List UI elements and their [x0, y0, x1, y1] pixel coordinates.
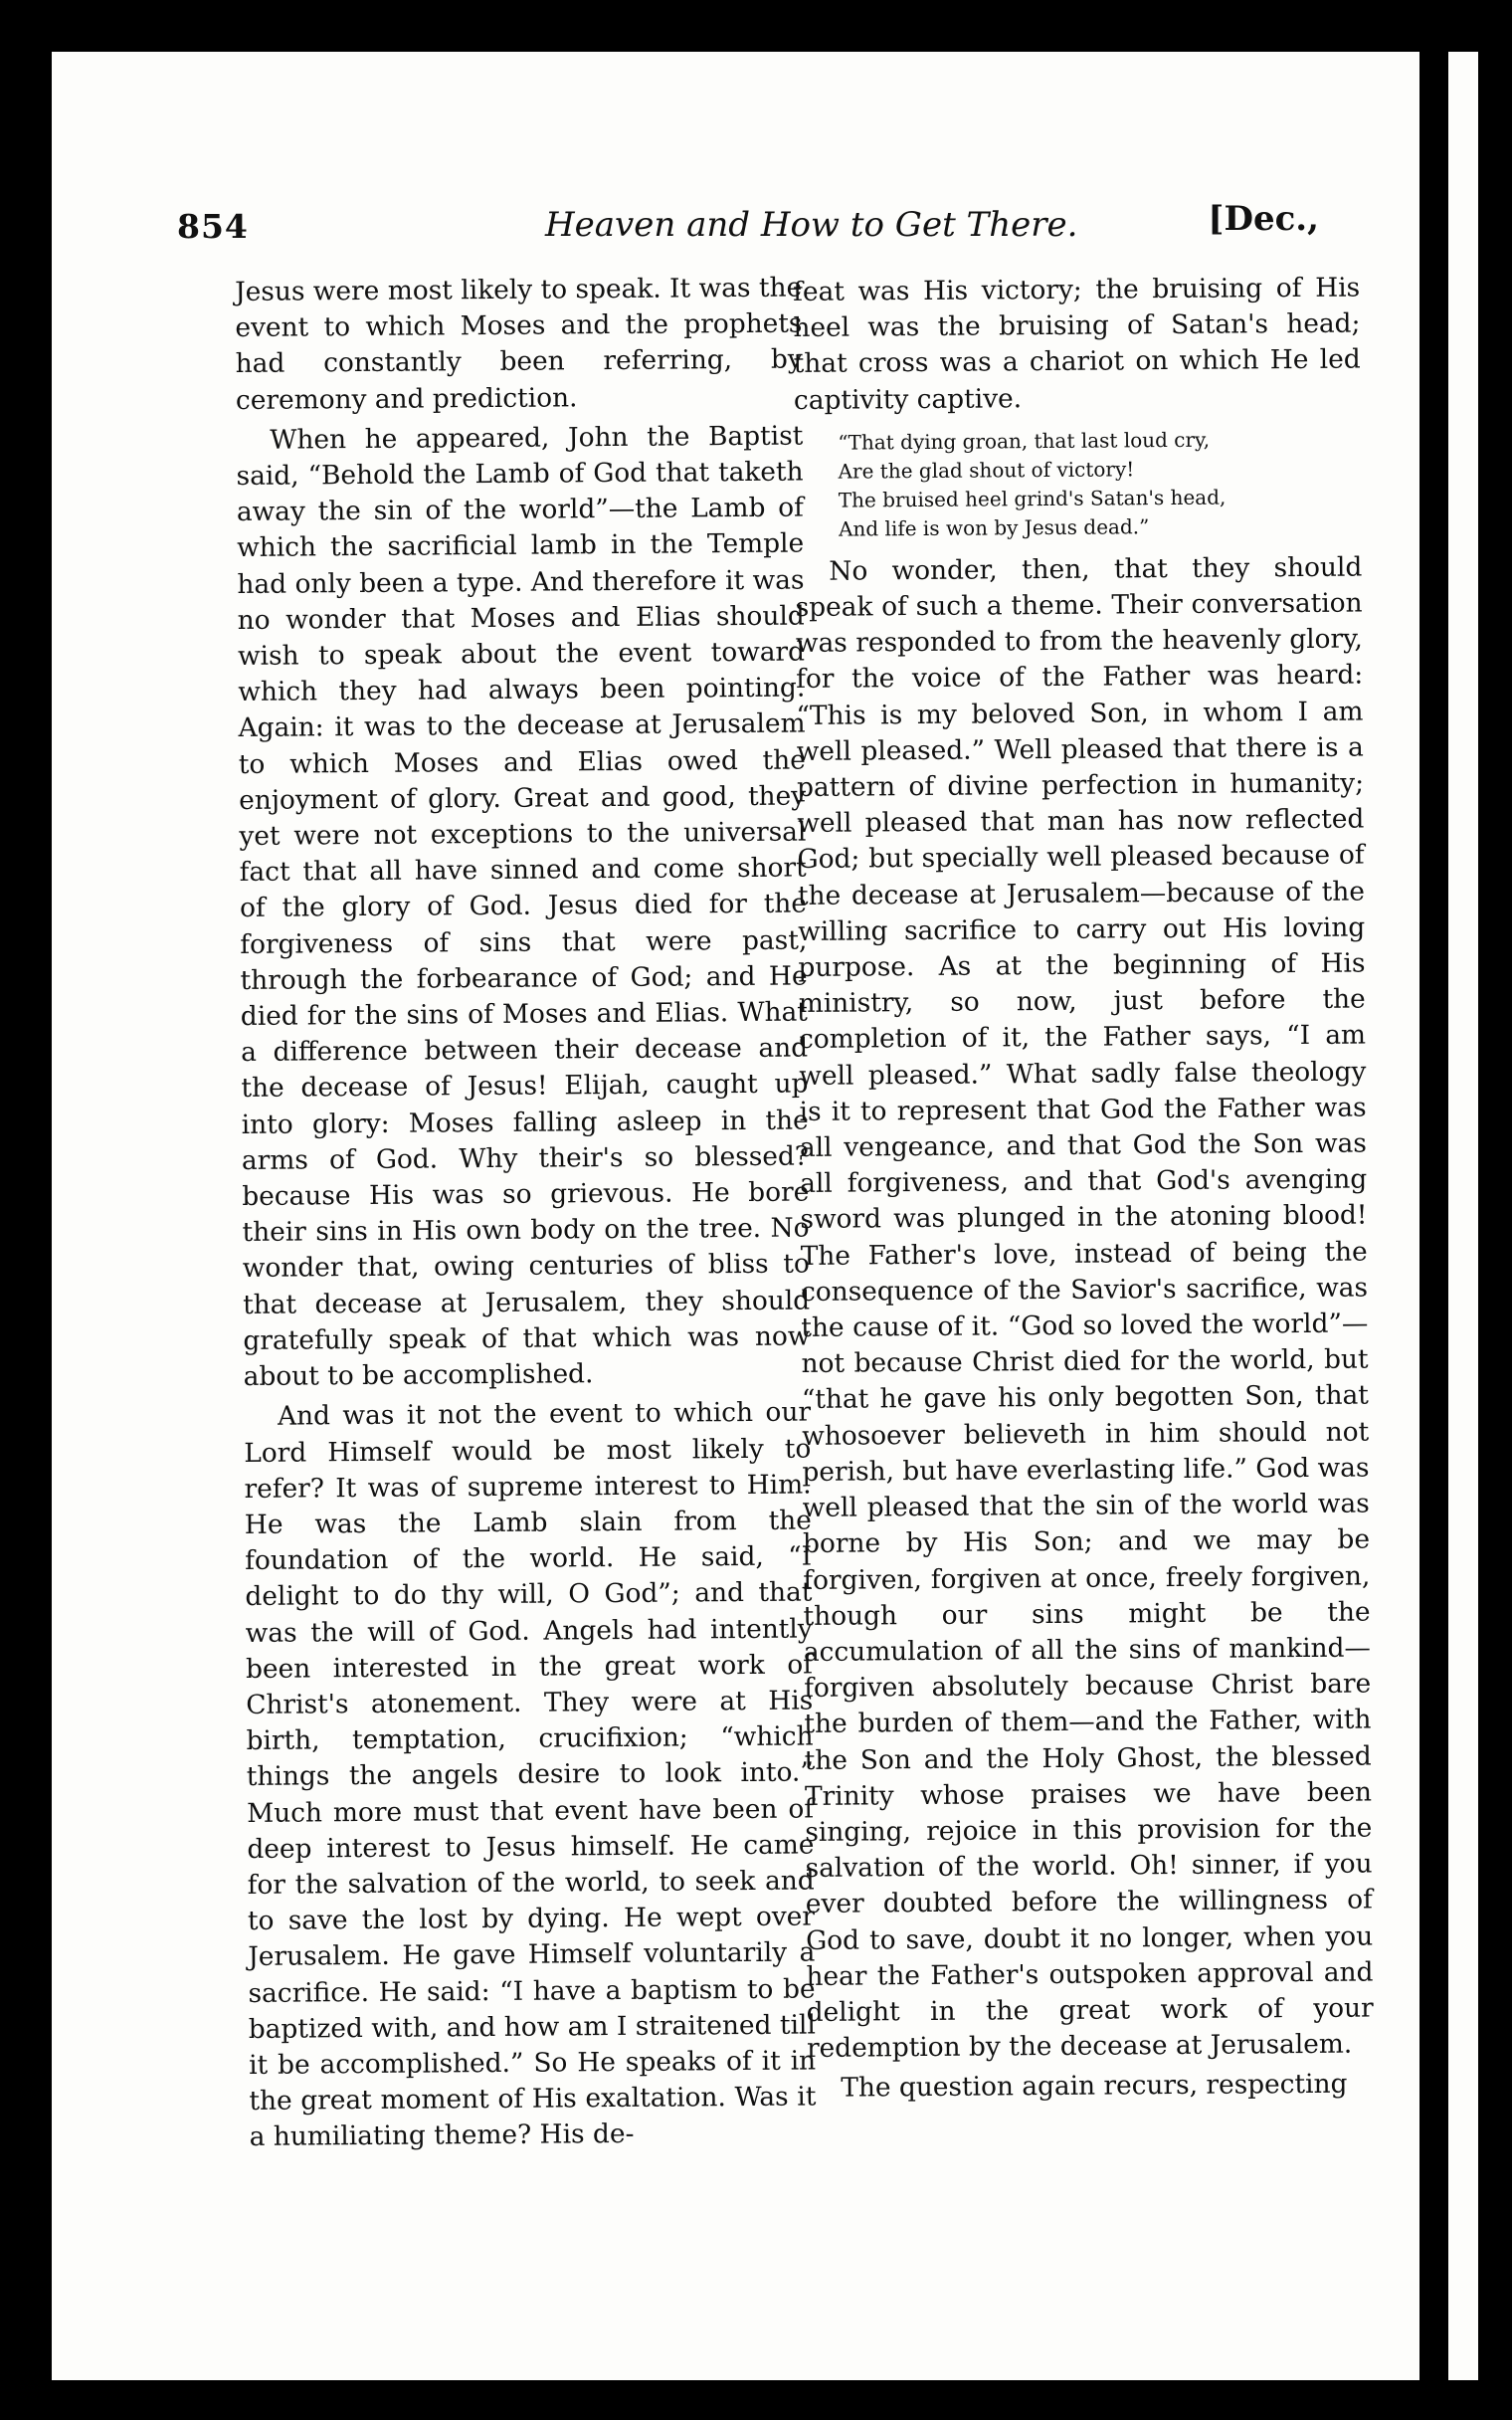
adjacent-page-edge	[1448, 52, 1478, 2380]
hymn-line: The bruised heel grind's Satan's head,	[838, 485, 1227, 512]
running-date: [Dec.,	[1208, 199, 1319, 239]
left-paragraph-3: And was it not the event to which our Lord Himself would be most likely to refer? It was of supreme interest to Him. He was the Lamb slain from the foundation of the world. He said, “I delight to do thy will, O God”; and that was the will of God. Angels had intently been interested in the great work of Christ's atonement. They were at His birth, temptation, crucifixion; “which things the angels desire to look into.” Much more must that event have been of deep interest to Jesus himself. He came for the salvation of the world, to seek and to save the lost by dying. He wept over Jerusalem. He gave Himself voluntarily a sacrifice. He said: “I have a baptism to be baptized with, and how am I straitened till it be accomplished.” So He speaks of it in the great moment of His exaltation. Was it a humiliating theme? His de-	[244, 1396, 817, 2153]
right-paragraph-3: The question again recurs, respecting	[841, 2069, 1348, 2105]
page-number: 854	[177, 207, 249, 246]
page-header	[177, 199, 1319, 259]
running-title: Heaven and How to Get There.	[545, 205, 1078, 245]
right-paragraph-1: feat was His victory; the bruising of His heel was the bruising of Satan's head; that cross was a chariot on which He led captivity captive.	[793, 272, 1361, 416]
left-paragraph-1: Jesus were most likely to speak. It was the event to which Moses and the prophets had constantly been referring, by ceremony and prediction.	[235, 272, 803, 416]
hymn-line: “That dying groan, that last loud cry,	[838, 427, 1211, 455]
hymn-line: And life is won by Jesus dead.”	[838, 514, 1150, 541]
hymn-quote	[838, 424, 1362, 543]
left-paragraph-2: When he appeared, John the Baptist said, “Behold the Lamb of God that taketh away the sin of the world”—the Lamb of which the sacrificial lamb in the Temple had only been a type. And therefore it was no wonder that Moses and Elias should wish to speak about the event toward which they had always been pointing. Again: it was to the decease at Jerusalem to which Moses and Elias owed the enjoyment of glory. Great and good, they yet were not exceptions to the universal fact that all have sinned and come short of the glory of God. Jesus died for the forgiveness of sins that were past, through the forbearance of God; and He died for the sins of Moses and Elias. What a difference between their decease and the decease of Jesus! Elijah, caught up into glory: Moses falling asleep in the arms of God. Why their's so blessed? because His was so grievous. He bore their sins in His own body on the tree. No wonder that, owing centuries of bliss to that decease at Jerusalem, they should gratefully speak of that which was now about to be accomplished.	[236, 420, 811, 1393]
right-column	[793, 271, 1374, 2112]
left-column	[235, 271, 817, 2160]
hymn-line: Are the glad shout of victory!	[838, 457, 1135, 484]
right-paragraph-2: No wonder, then, that they should speak of such a theme. Their conversation was responded to from the heavenly glory, for the voice of the Father was heard: “This is my beloved Son, in whom I am well pleased.” Well pleased that there is a pattern of divine perfection in humanity; well pleased that man has now reflected God; but specially well pleased because of the decease at Jerusalem—because of the willing sacrifice to carry out His loving purpose. As at the beginning of His ministry, so now, just before the completion of it, the Father says, “I am well pleased.” What sadly false theology is it to represent that God the Father was all vengeance, and that God the Son was all forgiveness, and that God's avenging sword was plunged in the atoning blood! The Father's love, instead of being the consequence of the Savior's sacrifice, was the cause of it. “God so loved the world”—not because Christ died for the world, but “that he gave his only begotten Son, that whosoever believeth in him should not perish, but have everlasting life.” God was well pleased that the sin of the world was borne by His Son; and we may be forgiven, forgiven at once, freely forgiven, though our sins might be the accumulation of all the sins of mankind—forgiven absolutely because Christ bare the burden of them—and the Father, with the Son and the Holy Ghost, the blessed Trinity whose praises we have been singing, rejoice in this provision for the salvation of the world. Oh! sinner, if you ever doubted before the willingness of God to save, doubt it no longer, when you hear the Father's outspoken approval and delight in the great work of your redemption by the decease at Jerusalem.	[795, 551, 1374, 2065]
